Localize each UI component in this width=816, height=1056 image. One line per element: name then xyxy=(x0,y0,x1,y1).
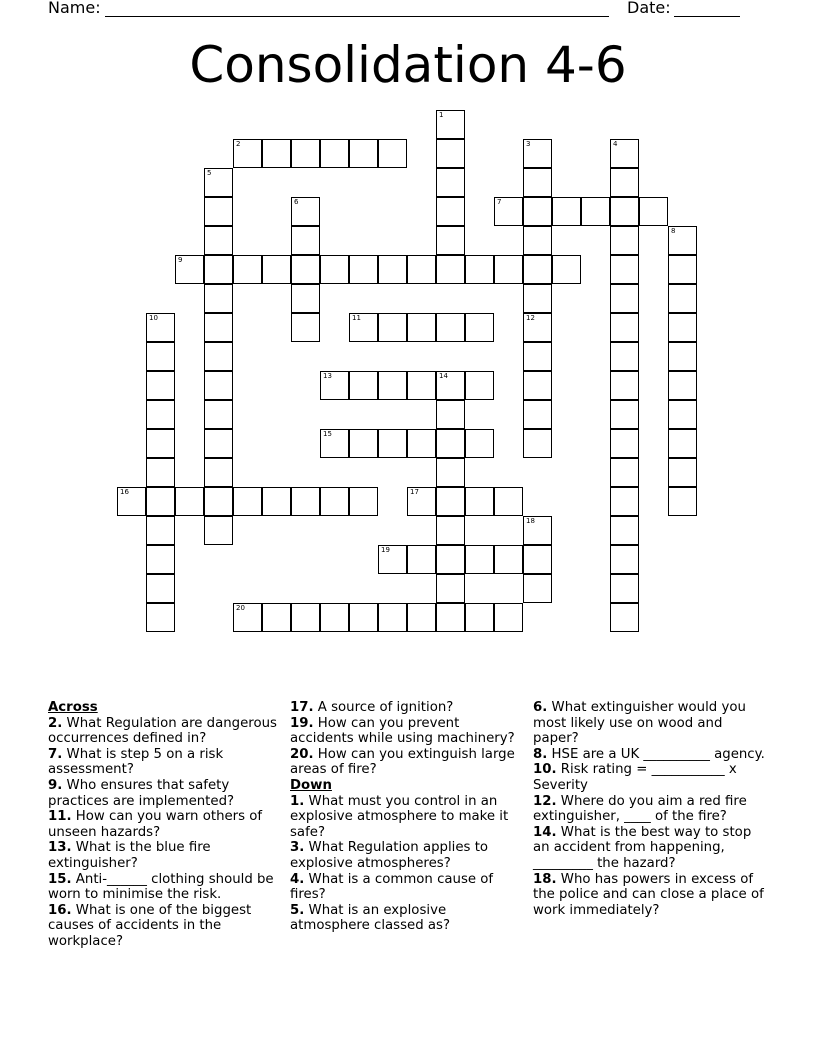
page-title: Consolidation 4-6 xyxy=(189,36,627,94)
grid-cell[interactable] xyxy=(204,255,233,284)
grid-cell[interactable] xyxy=(175,487,204,516)
clue-down-10: 10. Risk rating = ___________ x Severity xyxy=(533,762,737,793)
grid-cell[interactable] xyxy=(494,255,523,284)
clue-across-2: 2. What Regulation are dangerous occurrences defined in? xyxy=(48,715,277,747)
grid-cell[interactable] xyxy=(407,255,436,284)
grid-cell[interactable] xyxy=(204,487,233,516)
grid-cell[interactable] xyxy=(378,429,407,458)
grid-cell[interactable] xyxy=(436,139,465,168)
clue-number: 11 xyxy=(352,314,361,322)
grid-cell[interactable] xyxy=(407,371,436,400)
grid-cell[interactable] xyxy=(349,487,378,516)
grid-cell-7[interactable] xyxy=(494,197,523,226)
grid-cell[interactable] xyxy=(668,371,697,400)
grid-cell-13[interactable] xyxy=(320,371,349,400)
grid-cell[interactable] xyxy=(610,574,639,603)
grid-cell[interactable] xyxy=(204,400,233,429)
grid-cell[interactable] xyxy=(146,429,175,458)
clue-across-11: 11. How can you warn others of unseen hazards? xyxy=(48,809,263,840)
clue-down-1: 1. What must you control in an explosive atmosphere to make it safe? xyxy=(290,793,509,840)
grid-cell-10[interactable] xyxy=(146,313,175,342)
grid-cell[interactable] xyxy=(668,400,697,429)
clue-down-18: 18. Who has powers in excess of the police and can close a place of work immediately? xyxy=(533,871,764,918)
grid-cell[interactable] xyxy=(262,603,291,632)
clue-number: 6 xyxy=(294,198,299,206)
down-heading: Down xyxy=(290,777,332,793)
date-field[interactable] xyxy=(674,16,740,17)
grid-cell[interactable] xyxy=(146,458,175,487)
clue-across-13: 13. What is the blue fire extinguisher? xyxy=(48,840,211,871)
grid-cell[interactable] xyxy=(610,487,639,516)
grid-cell[interactable] xyxy=(494,603,523,632)
grid-cell[interactable] xyxy=(291,313,320,342)
grid-cell[interactable] xyxy=(436,574,465,603)
name-field[interactable] xyxy=(105,16,609,17)
grid-cell[interactable] xyxy=(320,603,349,632)
grid-cell[interactable] xyxy=(204,371,233,400)
grid-cell[interactable] xyxy=(378,255,407,284)
grid-cell[interactable] xyxy=(407,313,436,342)
clues-column-2 xyxy=(290,700,526,934)
grid-cell[interactable] xyxy=(204,458,233,487)
grid-cell[interactable] xyxy=(407,603,436,632)
clue-number: 20 xyxy=(236,604,245,612)
clue-number: 19 xyxy=(381,546,390,554)
grid-cell[interactable] xyxy=(610,342,639,371)
header xyxy=(48,0,768,24)
grid-cell[interactable] xyxy=(320,487,349,516)
clue-number: 18 xyxy=(526,517,535,525)
grid-cell[interactable] xyxy=(523,371,552,400)
clue-number: 1 xyxy=(439,111,444,119)
grid-cell[interactable] xyxy=(465,429,494,458)
name-label: Name: xyxy=(48,0,101,17)
grid-cell[interactable] xyxy=(668,342,697,371)
grid-cell[interactable] xyxy=(465,313,494,342)
clue-across-16: 16. What is one of the biggest causes of accidents in the workplace? xyxy=(48,902,252,949)
grid-cell[interactable] xyxy=(436,458,465,487)
grid-cell[interactable] xyxy=(581,197,610,226)
grid-cell[interactable] xyxy=(610,545,639,574)
clue-across-9: 9. Who ensures that safety practices are implemented? xyxy=(48,777,235,809)
grid-cell[interactable] xyxy=(610,226,639,255)
grid-cell[interactable] xyxy=(349,371,378,400)
grid-cell[interactable] xyxy=(436,400,465,429)
grid-cell[interactable] xyxy=(204,284,233,313)
grid-cell-16[interactable] xyxy=(117,487,146,516)
grid-cell[interactable] xyxy=(378,139,407,168)
clue-across-20: 20. How can you extinguish large areas of fire? xyxy=(290,746,515,778)
grid-cell[interactable] xyxy=(668,458,697,487)
grid-cell[interactable] xyxy=(523,429,552,458)
grid-cell[interactable] xyxy=(668,284,697,313)
grid-cell[interactable] xyxy=(407,429,436,458)
clue-number: 4 xyxy=(613,140,618,148)
grid-cell[interactable] xyxy=(262,487,291,516)
clue-across-17: 17. A source of ignition? xyxy=(290,700,454,715)
grid-cell-4[interactable] xyxy=(610,139,639,168)
grid-cell-6[interactable] xyxy=(291,197,320,226)
grid-cell[interactable] xyxy=(204,429,233,458)
grid-cell-8[interactable] xyxy=(668,226,697,255)
clue-number: 2 xyxy=(236,140,241,148)
grid-cell[interactable] xyxy=(320,255,349,284)
grid-cell[interactable] xyxy=(552,255,581,284)
grid-cell[interactable] xyxy=(494,545,523,574)
grid-cell[interactable] xyxy=(291,139,320,168)
grid-cell[interactable] xyxy=(610,313,639,342)
grid-cell[interactable] xyxy=(436,429,465,458)
clue-down-8: 8. HSE are a UK __________ agency. xyxy=(533,746,765,762)
grid-cell[interactable] xyxy=(465,545,494,574)
grid-cell[interactable] xyxy=(204,226,233,255)
grid-cell[interactable] xyxy=(668,487,697,516)
grid-cell-5[interactable] xyxy=(204,168,233,197)
grid-cell[interactable] xyxy=(146,487,175,516)
clue-number: 10 xyxy=(149,314,158,322)
grid-cell[interactable] xyxy=(465,603,494,632)
grid-cell[interactable] xyxy=(523,545,552,574)
clue-number: 14 xyxy=(439,372,448,380)
grid-cell[interactable] xyxy=(291,487,320,516)
clue-number: 17 xyxy=(410,488,419,496)
grid-cell[interactable] xyxy=(378,313,407,342)
grid-cell[interactable] xyxy=(146,516,175,545)
grid-cell[interactable] xyxy=(436,226,465,255)
grid-cell[interactable] xyxy=(204,516,233,545)
grid-cell[interactable] xyxy=(262,139,291,168)
grid-cell[interactable] xyxy=(436,545,465,574)
grid-cell[interactable] xyxy=(204,313,233,342)
grid-cell-17[interactable] xyxy=(407,487,436,516)
grid-cell[interactable] xyxy=(610,458,639,487)
grid-cell[interactable] xyxy=(610,371,639,400)
grid-cell[interactable] xyxy=(610,255,639,284)
grid-cell-19[interactable] xyxy=(378,545,407,574)
grid-cell-11[interactable] xyxy=(349,313,378,342)
grid-cell[interactable] xyxy=(436,197,465,226)
grid-cell-14[interactable] xyxy=(436,371,465,400)
grid-cell-15[interactable] xyxy=(320,429,349,458)
grid-cell[interactable] xyxy=(291,226,320,255)
grid-cell[interactable] xyxy=(610,400,639,429)
grid-cell-18[interactable] xyxy=(523,516,552,545)
grid-cell[interactable] xyxy=(436,487,465,516)
grid-cell[interactable] xyxy=(610,168,639,197)
clue-number: 8 xyxy=(671,227,676,235)
grid-cell[interactable] xyxy=(146,574,175,603)
grid-cell[interactable] xyxy=(523,284,552,313)
clue-down-12: 12. Where do you aim a red fire extinguisher, ____ of the fire? xyxy=(533,793,747,825)
grid-cell[interactable] xyxy=(407,545,436,574)
grid-cell[interactable] xyxy=(378,603,407,632)
grid-cell[interactable] xyxy=(494,487,523,516)
grid-cell[interactable] xyxy=(146,545,175,574)
grid-cell[interactable] xyxy=(436,516,465,545)
grid-cell[interactable] xyxy=(320,139,349,168)
clue-down-14: 14. What is the best way to stop an accident from happening, _________ the hazard? xyxy=(533,824,752,871)
grid-cell[interactable] xyxy=(523,400,552,429)
grid-cell[interactable] xyxy=(349,255,378,284)
grid-cell-2[interactable] xyxy=(233,139,262,168)
grid-cell[interactable] xyxy=(349,429,378,458)
clue-across-15: 15. Anti-______ clothing should be worn to minimise the risk. xyxy=(48,871,274,903)
grid-cell[interactable] xyxy=(610,197,639,226)
grid-cell[interactable] xyxy=(349,603,378,632)
clue-number: 13 xyxy=(323,372,332,380)
clue-down-3: 3. What Regulation applies to explosive atmospheres? xyxy=(290,840,489,871)
grid-cell[interactable] xyxy=(465,255,494,284)
grid-cell[interactable] xyxy=(610,516,639,545)
grid-cell-3[interactable] xyxy=(523,139,552,168)
grid-cell[interactable] xyxy=(523,574,552,603)
grid-cell[interactable] xyxy=(668,255,697,284)
grid-cell[interactable] xyxy=(146,400,175,429)
grid-cell[interactable] xyxy=(291,255,320,284)
grid-cell[interactable] xyxy=(668,429,697,458)
grid-cell[interactable] xyxy=(465,371,494,400)
grid-cell-1[interactable] xyxy=(436,110,465,139)
grid-cell[interactable] xyxy=(523,255,552,284)
clues-column-1 xyxy=(48,700,286,950)
grid-cell[interactable] xyxy=(523,197,552,226)
grid-cell[interactable] xyxy=(436,603,465,632)
grid-cell-9[interactable] xyxy=(175,255,204,284)
grid-cell-12[interactable] xyxy=(523,313,552,342)
across-heading: Across xyxy=(48,700,98,715)
grid-cell[interactable] xyxy=(204,197,233,226)
clue-number: 3 xyxy=(526,140,531,148)
clue-down-6: 6. What extinguisher would you most likely use on wood and paper? xyxy=(533,700,746,747)
grid-cell[interactable] xyxy=(378,371,407,400)
grid-cell[interactable] xyxy=(146,603,175,632)
clue-number: 5 xyxy=(207,169,212,177)
date-label: Date: xyxy=(627,0,671,17)
grid-cell[interactable] xyxy=(291,284,320,313)
clue-down-5: 5. What is an explosive atmosphere classed as? xyxy=(290,902,450,934)
grid-cell[interactable] xyxy=(146,371,175,400)
grid-cell[interactable] xyxy=(291,603,320,632)
grid-cell[interactable] xyxy=(523,226,552,255)
grid-cell[interactable] xyxy=(436,313,465,342)
grid-cell[interactable] xyxy=(610,603,639,632)
clue-number: 12 xyxy=(526,314,535,322)
grid-cell[interactable] xyxy=(610,429,639,458)
grid-cell[interactable] xyxy=(552,197,581,226)
grid-cell[interactable] xyxy=(610,284,639,313)
grid-cell[interactable] xyxy=(523,342,552,371)
grid-cell[interactable] xyxy=(349,139,378,168)
grid-cell[interactable] xyxy=(436,168,465,197)
clues-column-3 xyxy=(533,700,769,918)
grid-cell[interactable] xyxy=(465,487,494,516)
clue-number: 15 xyxy=(323,430,332,438)
grid-cell[interactable] xyxy=(233,487,262,516)
clue-number: 16 xyxy=(120,488,129,496)
clue-down-4: 4. What is a common cause of fires? xyxy=(290,871,494,903)
grid-cell[interactable] xyxy=(639,197,668,226)
clue-across-7: 7. What is step 5 on a risk assessment? xyxy=(48,746,224,778)
grid-cell[interactable] xyxy=(204,342,233,371)
grid-cell[interactable] xyxy=(146,342,175,371)
grid-cell[interactable] xyxy=(436,255,465,284)
clue-across-19: 19. How can you prevent accidents while using machinery? xyxy=(290,715,515,747)
grid-cell[interactable] xyxy=(262,255,291,284)
grid-cell[interactable] xyxy=(523,168,552,197)
grid-cell[interactable] xyxy=(233,255,262,284)
grid-cell[interactable] xyxy=(668,313,697,342)
grid-cell-20[interactable] xyxy=(233,603,262,632)
clue-number: 7 xyxy=(497,198,502,206)
clue-number: 9 xyxy=(178,256,183,264)
